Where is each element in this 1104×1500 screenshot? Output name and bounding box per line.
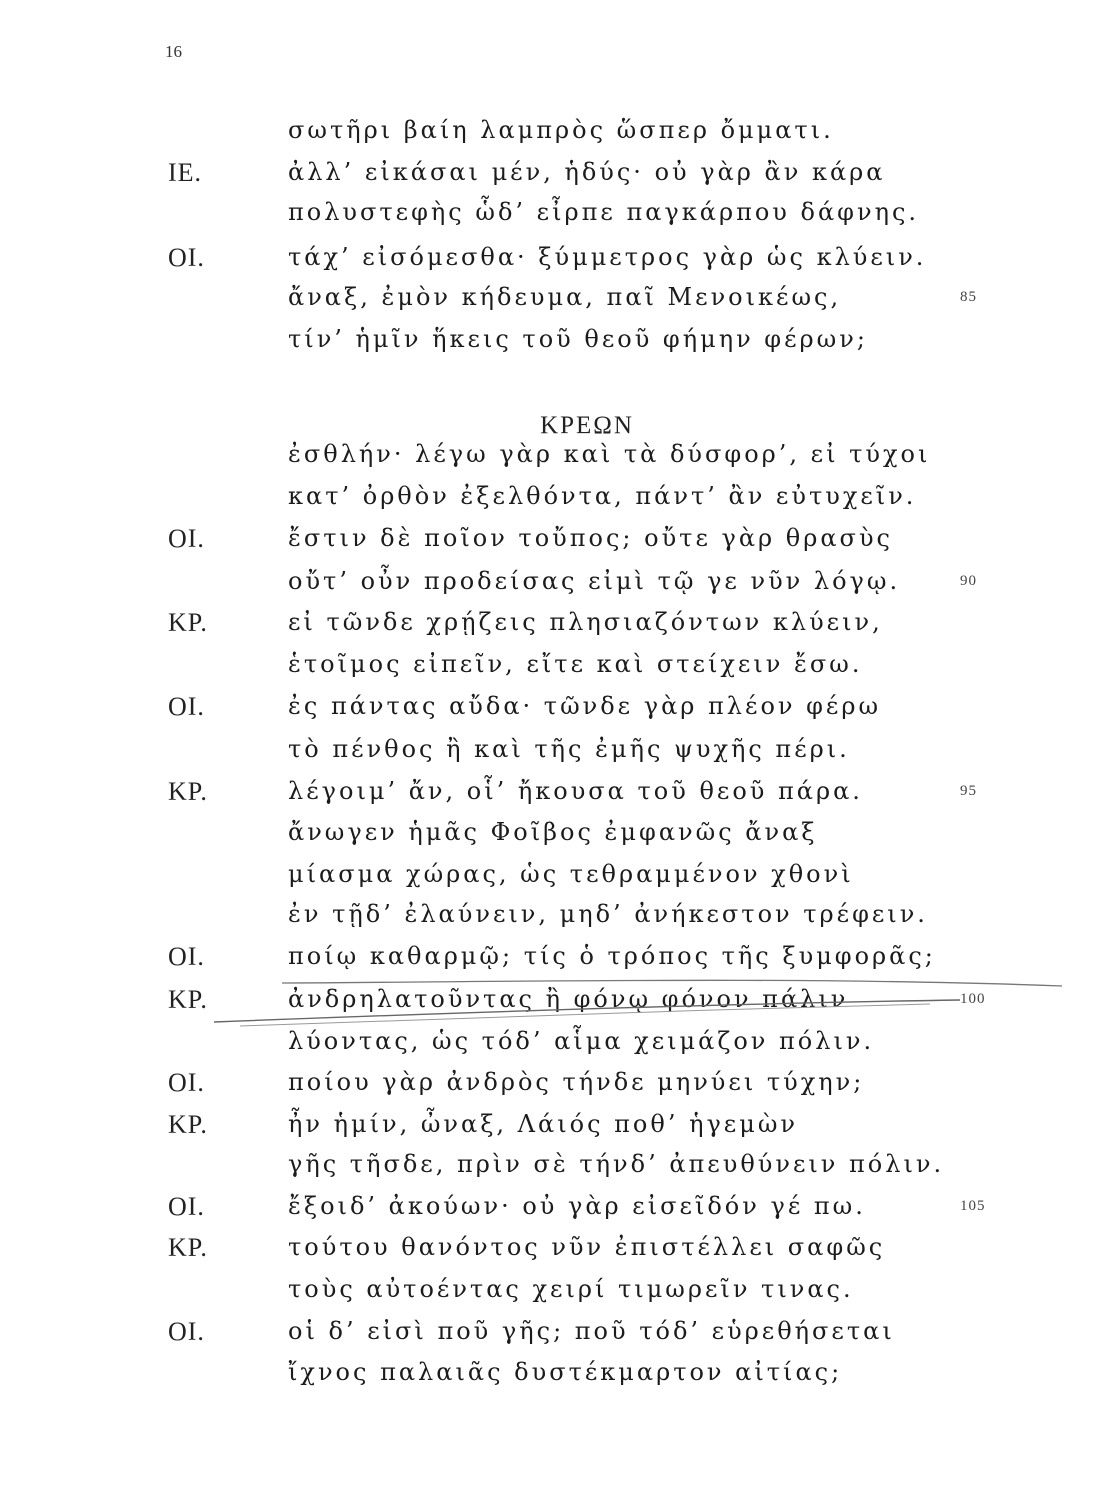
verse-line: [0, 650, 1104, 694]
page-number: 16: [165, 42, 182, 61]
verse-text: λύοντας, ὡς τόδ’ αἷμα χειμάζον πόλιν.: [288, 1027, 875, 1055]
speaker-label: ΚΡ.: [168, 777, 208, 806]
verse-line: [0, 440, 1104, 484]
verse-text: τούτου θανόντος νῦν ἐπιστέλλει σαφῶς: [288, 1233, 886, 1261]
verse-text: ποίου γὰρ ἀνδρὸς τήνδε μηνύει τύχην;: [288, 1068, 865, 1096]
verse-text: ἄνωγεν ἡμᾶς Φοῖβος ἐμφανῶς ἄναξ: [288, 818, 818, 846]
verse-text: ἔξοιδ’ ἀκούων· οὐ γὰρ εἰσεῖδόν γέ πω.: [288, 1192, 866, 1220]
speaker-label: ΟΙ.: [168, 243, 205, 272]
verse-text: ἦν ἡμίν, ὦναξ, Λάιός ποθ’ ἡγεμὼν: [288, 1110, 798, 1138]
verse-line: [0, 608, 1104, 652]
verse-line: [0, 198, 1104, 242]
verse-line: [0, 1150, 1104, 1194]
verse-text: σωτῆρι βαίη λαμπρὸς ὥσπερ ὄμματι.: [288, 116, 834, 144]
verse-line: [0, 158, 1104, 202]
line-number: 100: [960, 991, 986, 1007]
speaker-heading: ΚΡΕΩΝ: [540, 412, 634, 439]
verse-line: [0, 735, 1104, 779]
verse-text: ἐς πάντας αὔδα· τῶνδε γὰρ πλέον φέρω: [288, 692, 882, 720]
speaker-label: ΚΡ.: [168, 1110, 208, 1139]
line-number: 90: [960, 573, 977, 589]
verse-text: ἔστιν δὲ ποῖον τοὔπος; οὔτε γὰρ θρασὺς: [288, 524, 893, 552]
verse-text: ἀνδρηλατοῦντας ἢ φόνῳ φόνον πάλιν: [288, 985, 849, 1013]
verse-text: πολυστεφὴς ὧδ’ εἶρπε παγκάρπου δάφνης.: [288, 198, 920, 226]
verse-text: τὸ πένθος ἢ καὶ τῆς ἐμῆς ψυχῆς πέρι.: [288, 735, 850, 763]
speaker-label: ΙΕ.: [168, 158, 203, 187]
verse-line: [0, 985, 1104, 1029]
verse-text: ἑτοῖμος εἰπεῖν, εἴτε καὶ στείχειν ἔσω.: [288, 650, 863, 678]
verse-text: ἐν τῇδ’ ἐλαύνειν, μηδ’ ἀνήκεστον τρέφειν.: [288, 900, 928, 928]
verse-text: οὔτ’ οὖν προδείσας εἰμὶ τῷ γε νῦν λόγῳ.: [288, 567, 901, 595]
verse-text: γῆς τῆσδε, πρὶν σὲ τήνδ’ ἀπευθύνειν πόλιν.: [288, 1150, 945, 1178]
verse-text: ποίῳ καθαρμῷ; τίς ὁ τρόπος τῆς ξυμφορᾶς;: [288, 942, 936, 970]
verse-line: [0, 1275, 1104, 1319]
verse-line: [0, 1068, 1104, 1112]
verse-text: τάχ’ εἰσόμεσθα· ξύμμετρος γὰρ ὡς κλύειν.: [288, 243, 927, 271]
verse-line: [0, 777, 1104, 821]
verse-line: [0, 1027, 1104, 1071]
verse-line: [0, 692, 1104, 736]
verse-text: τίν’ ἡμῖν ἥκεις τοῦ θεοῦ φήμην φέρων;: [288, 325, 868, 353]
verse-text: οἱ δ’ εἰσὶ ποῦ γῆς; ποῦ τόδ’ εὑρεθήσεται: [288, 1317, 895, 1345]
verse-text: κατ’ ὀρθὸν ἐξελθόντα, πάντ’ ἂν εὐτυχεῖν.: [288, 482, 917, 510]
verse-line: [0, 116, 1104, 160]
speaker-label: ΚΡ.: [168, 985, 208, 1014]
speaker-label: ΟΙ.: [168, 942, 205, 971]
speaker-label: ΚΡ.: [168, 1233, 208, 1262]
verse-line: [0, 283, 1104, 327]
line-number: 105: [960, 1198, 986, 1214]
verse-line: [0, 900, 1104, 944]
speaker-label: ΟΙ.: [168, 1317, 205, 1346]
verse-line: [0, 818, 1104, 862]
verse-text: ἴχνος παλαιᾶς δυστέκμαρτον αἰτίας;: [288, 1358, 843, 1386]
verse-line: [0, 482, 1104, 526]
verse-text: μίασμα χώρας, ὡς τεθραμμένον χθονὶ: [288, 860, 854, 888]
verse-line: [0, 567, 1104, 611]
verse-line: [0, 942, 1104, 986]
speaker-label: ΟΙ.: [168, 524, 205, 553]
verse-line: [0, 325, 1104, 369]
line-number: 85: [960, 289, 977, 305]
verse-line: [0, 1317, 1104, 1361]
verse-text: εἰ τῶνδε χρῄζεις πλησιαζόντων κλύειν,: [288, 608, 883, 636]
verse-line: [0, 524, 1104, 568]
line-number: 95: [960, 783, 977, 799]
speaker-label: ΟΙ.: [168, 1192, 205, 1221]
verse-text: ἀλλ’ εἰκάσαι μέν, ἡδύς· οὐ γὰρ ἂν κάρα: [288, 158, 886, 186]
verse-text: λέγοιμ’ ἄν, οἷ’ ἤκουσα τοῦ θεοῦ πάρα.: [288, 777, 863, 805]
speaker-label: ΚΡ.: [168, 608, 208, 637]
verse-line: [0, 1110, 1104, 1154]
verse-line: [0, 243, 1104, 287]
verse-text: ἐσθλήν· λέγω γὰρ καὶ τὰ δύσφορ’, εἰ τύχοι: [288, 440, 931, 468]
verse-line: [0, 860, 1104, 904]
verse-text: ἄναξ, ἐμὸν κήδευμα, παῖ Μενοικέως,: [288, 283, 842, 311]
verse-text: τοὺς αὐτοέντας χειρί τιμωρεῖν τινας.: [288, 1275, 854, 1303]
verse-line: [0, 1233, 1104, 1277]
speaker-label: ΟΙ.: [168, 1068, 205, 1097]
speaker-label: ΟΙ.: [168, 692, 205, 721]
verse-line: [0, 1358, 1104, 1402]
verse-line: [0, 1192, 1104, 1236]
